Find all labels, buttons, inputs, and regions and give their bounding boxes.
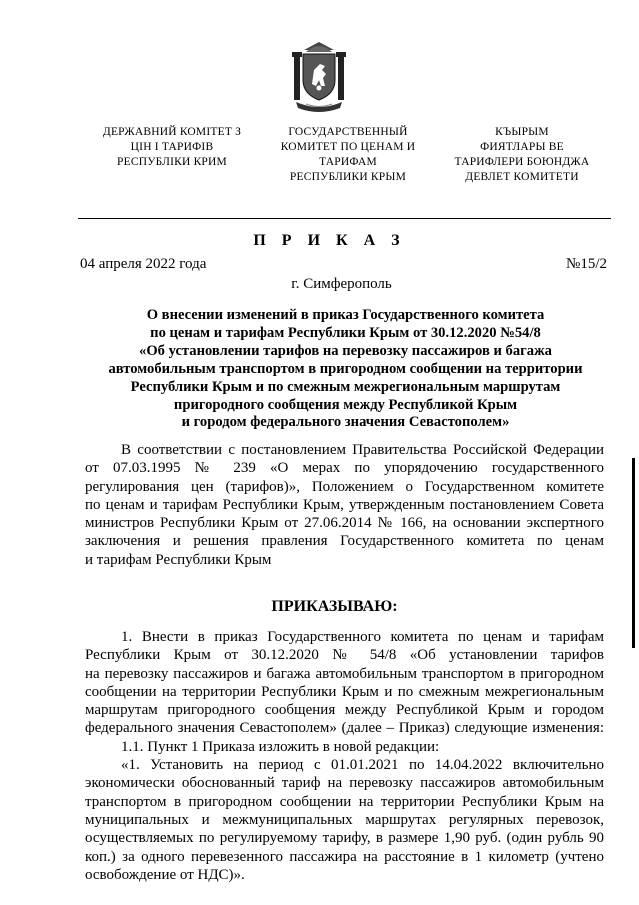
dept-crh-line: ТАРИФЛЕРИ БОЮНДЖА: [454, 156, 590, 168]
document-city: г. Симферополь: [291, 276, 392, 292]
body-line: 1.1. Пункт 1 Приказа изложить в новой редакции:: [121, 738, 440, 755]
subject-line: пригородного сообщения между Республикой Крым: [173, 396, 518, 413]
body-line: маршрутам пригородного сообщения между Республикой Крым и городом: [85, 702, 604, 719]
subject-line: «Об установлении тарифов на перевозку пассажиров и багажа: [139, 342, 552, 359]
preamble-paragraph: [85, 441, 604, 569]
header-divider: [78, 218, 611, 219]
dept-crh-line: КЪЫРЫМ: [495, 126, 549, 138]
dept-ru-line: КОМИТЕТ ПО ЦЕНАМ И: [280, 141, 416, 153]
preamble-line: от 07.03.1995 № 239 «О мерах по упорядочению государственного: [85, 460, 604, 477]
subject-line: Республики Крым и по смежным межрегиональным маршрутам: [130, 378, 561, 395]
body-line: Республики Крым от 30.12.2020 № 54/8 «Об установлении тарифов: [85, 647, 604, 664]
dept-crh-line: ДЕВЛЕТ КОМИТЕТИ: [465, 171, 579, 183]
subject-line: по ценам и тарифам Республики Крым от 30.12.2020 №54/8: [150, 324, 541, 341]
body-line: муниципальных и межмуниципальных маршрутах регулярных перевозок,: [85, 811, 604, 828]
order-body: [85, 628, 604, 884]
scan-edge-mark: [632, 458, 635, 648]
document-number: №15/2: [566, 256, 607, 272]
preamble-line: и тарифам Республики Крым: [85, 551, 272, 568]
subject-line: О внесении изменений в приказ Государственного комитета: [146, 307, 545, 323]
subject-line: и городом федерального значения Севастополем»: [181, 414, 510, 431]
body-line: транспортом в пригородном сообщении на территории Республики Крым на: [85, 793, 604, 810]
preamble-line: регулирования цен (тарифов)», Положением о Государственном комитете: [85, 478, 604, 495]
dept-ru-line: ТАРИФАМ: [319, 156, 377, 168]
body-line: коп.) за одного перевезенного пассажира на расстояние в 1 километр (учтено: [85, 848, 604, 865]
dept-ru-line: РЕСПУБЛИКИ КРЫМ: [289, 171, 407, 183]
dept-ua-line: ДЕРЖАВНИЙ КОМІТЕТ З: [102, 126, 242, 138]
dept-name-ukrainian: [82, 125, 262, 170]
subject-line: автомобильным транспортом в пригородном сообщении на территории: [108, 360, 583, 377]
document-subject: [80, 307, 611, 432]
coat-of-arms-emblem: [292, 42, 346, 112]
body-line: экономически обоснованный тариф на перевозку пассажиров автомобильным: [85, 775, 604, 792]
body-line: 1. Внести в приказ Государственного комитета по ценам и тарифам: [121, 629, 604, 645]
body-line: сообщении на территории Республики Крым и по смежным межрегиональным: [85, 683, 604, 700]
dept-name-crimean-tatar: [432, 125, 612, 185]
preamble-line: по ценам и тарифам Республики Крым, утвержденным постановлением Совета: [85, 496, 604, 513]
preamble-line: В соответствии с постановлением Правительства Российской Федерации: [121, 442, 604, 458]
body-line: осуществляемых по регулируемому тарифу, в размере 1,90 руб. (один рубль 90: [85, 830, 604, 847]
preamble-line: министров Республики Крым от 27.06.2014 № 166, на основании экспертного: [85, 515, 604, 532]
dept-ua-line: РЕСПУБЛІКИ КРИМ: [117, 156, 227, 168]
dept-ua-line: ЦІН І ТАРИФІВ: [130, 141, 214, 153]
document-title: П Р И К А З: [253, 232, 406, 249]
body-line: на перевозку пассажиров и багажа автомобильным транспортом в пригородном: [85, 665, 604, 682]
document-date: 04 апреля 2022 года: [80, 256, 207, 272]
order-heading: ПРИКАЗЫВАЮ:: [271, 598, 398, 615]
preamble-line: заключения и решения правления Государственного комитета по ценам: [85, 533, 604, 550]
dept-crh-line: ФИЯТЛАРЫ ВЕ: [480, 141, 564, 153]
body-line: «1. Установить на период с 01.01.2021 по 14.04.2022 включительно: [121, 757, 604, 774]
dept-name-russian: [258, 125, 438, 185]
dept-ru-line: ГОСУДАРСТВЕННЫЙ: [288, 126, 408, 138]
body-line: федерального значения Севастополем» (далее – Приказ) следующие изменения:: [85, 720, 604, 737]
body-line: освобождение от НДС)».: [85, 866, 245, 883]
